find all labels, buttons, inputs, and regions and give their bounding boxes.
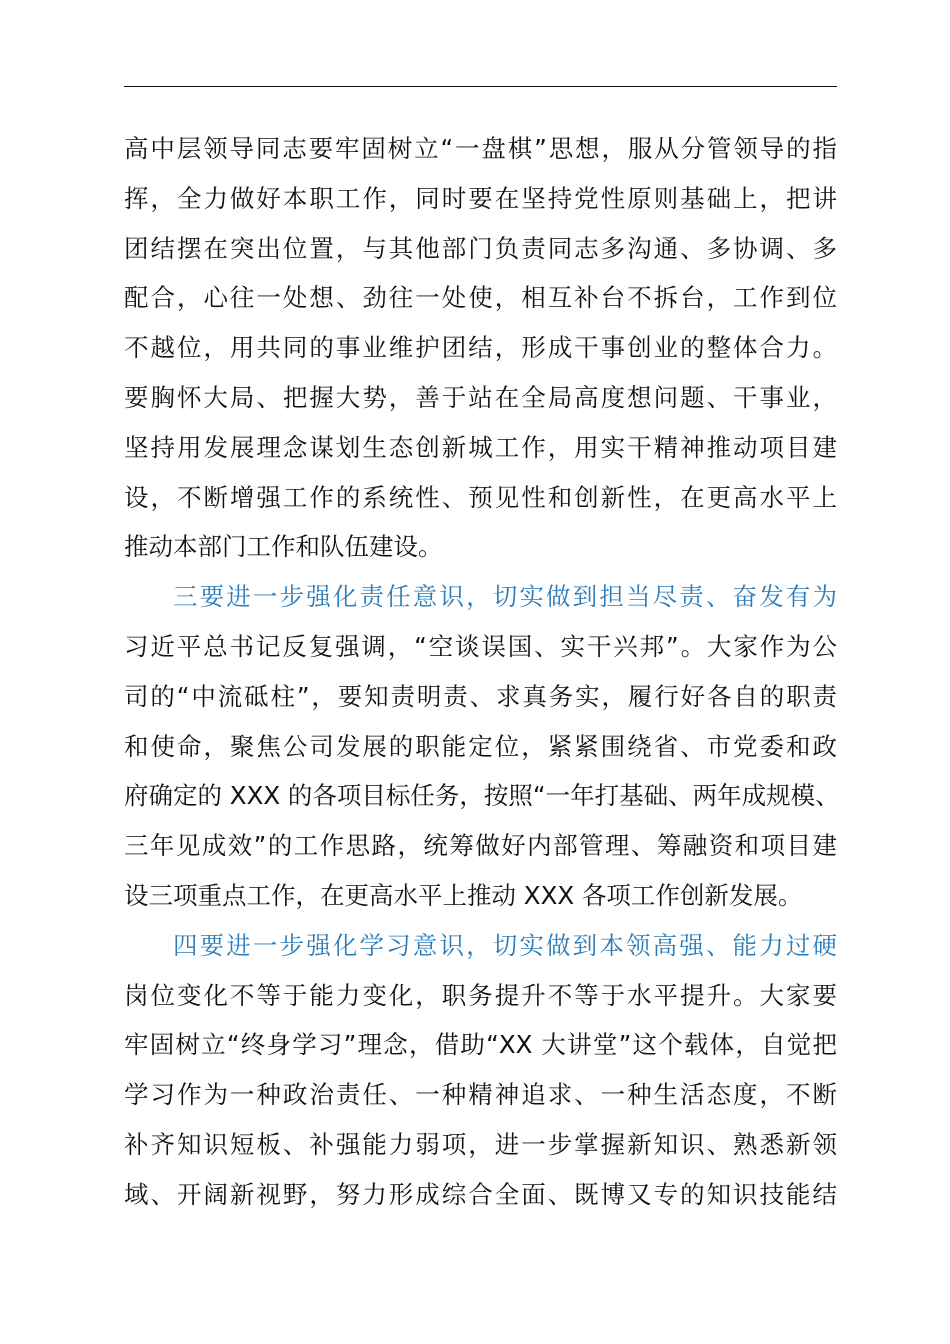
section-heading-responsibility: 三要进一步强化责任意识，切实做到担当尽责、奋发有为 bbox=[173, 582, 837, 612]
text-line: 域、开阔新视野，努力形成综合全面、既博又专的知识技能结 bbox=[124, 1179, 837, 1209]
text-line: 要胸怀大局、把握大势，善于站在全局高度想问题、干事业， bbox=[124, 382, 837, 412]
text-line: 司的“中流砥柱”，要知责明责、求真务实，履行好各自的职责 bbox=[124, 681, 837, 711]
header-rule bbox=[124, 86, 837, 87]
section-heading-learning: 四要进一步强化学习意识，切实做到本领高强、能力过硬 bbox=[173, 930, 837, 960]
text-line: 设，不断增强工作的系统性、预见性和创新性，在更高水平上 bbox=[124, 482, 837, 512]
document-body bbox=[124, 124, 840, 1220]
text-line: 补齐知识短板、补强能力弱项，进一步掌握新知识、熟悉新领 bbox=[124, 1129, 837, 1159]
text-line: 团结摆在突出位置，与其他部门负责同志多沟通、多协调、多 bbox=[124, 233, 837, 263]
text-line: 牢固树立“终身学习”理念，借助“XX 大讲堂”这个载体，自觉把 bbox=[124, 1030, 837, 1060]
text-line: 推动本部门工作和队伍建设。 bbox=[124, 532, 443, 562]
text-line: 学习作为一种政治责任、一种精神追求、一种生活态度，不断 bbox=[124, 1080, 837, 1110]
paragraph-responsibility bbox=[124, 622, 840, 921]
text-line: 府确定的 XXX 的各项目标任务，按照“一年打基础、两年成规模、 bbox=[124, 781, 840, 811]
text-line: 岗位变化不等于能力变化，职务提升不等于水平提升。大家要 bbox=[124, 980, 837, 1010]
text-line: 配合，心往一处想、劲往一处使，相互补台不拆台，工作到位 bbox=[124, 283, 837, 313]
text-line: 不越位，用共同的事业维护团结，形成干事创业的整体合力。 bbox=[124, 333, 837, 363]
text-line: 设三项重点工作，在更高水平上推动 XXX 各项工作创新发展。 bbox=[124, 880, 803, 910]
text-line: 挥，全力做好本职工作，同时要在坚持党性原则基础上，把讲 bbox=[124, 183, 837, 213]
paragraph-unity bbox=[124, 124, 837, 572]
text-line: 三年见成效”的工作思路，统筹做好内部管理、筹融资和项目建 bbox=[124, 831, 837, 861]
text-line: 和使命，聚焦公司发展的职能定位，紧紧围绕省、市党委和政 bbox=[124, 731, 837, 761]
text-line: 习近平总书记反复强调，“空谈误国、实干兴邦”。大家作为公 bbox=[124, 631, 837, 661]
paragraph-learning bbox=[124, 971, 837, 1220]
text-line: 坚持用发展理念谋划生态创新城工作，用实干精神推动项目建 bbox=[124, 432, 837, 462]
text-line: 高中层领导同志要牢固树立“一盘棋”思想，服从分管领导的指 bbox=[124, 134, 837, 163]
